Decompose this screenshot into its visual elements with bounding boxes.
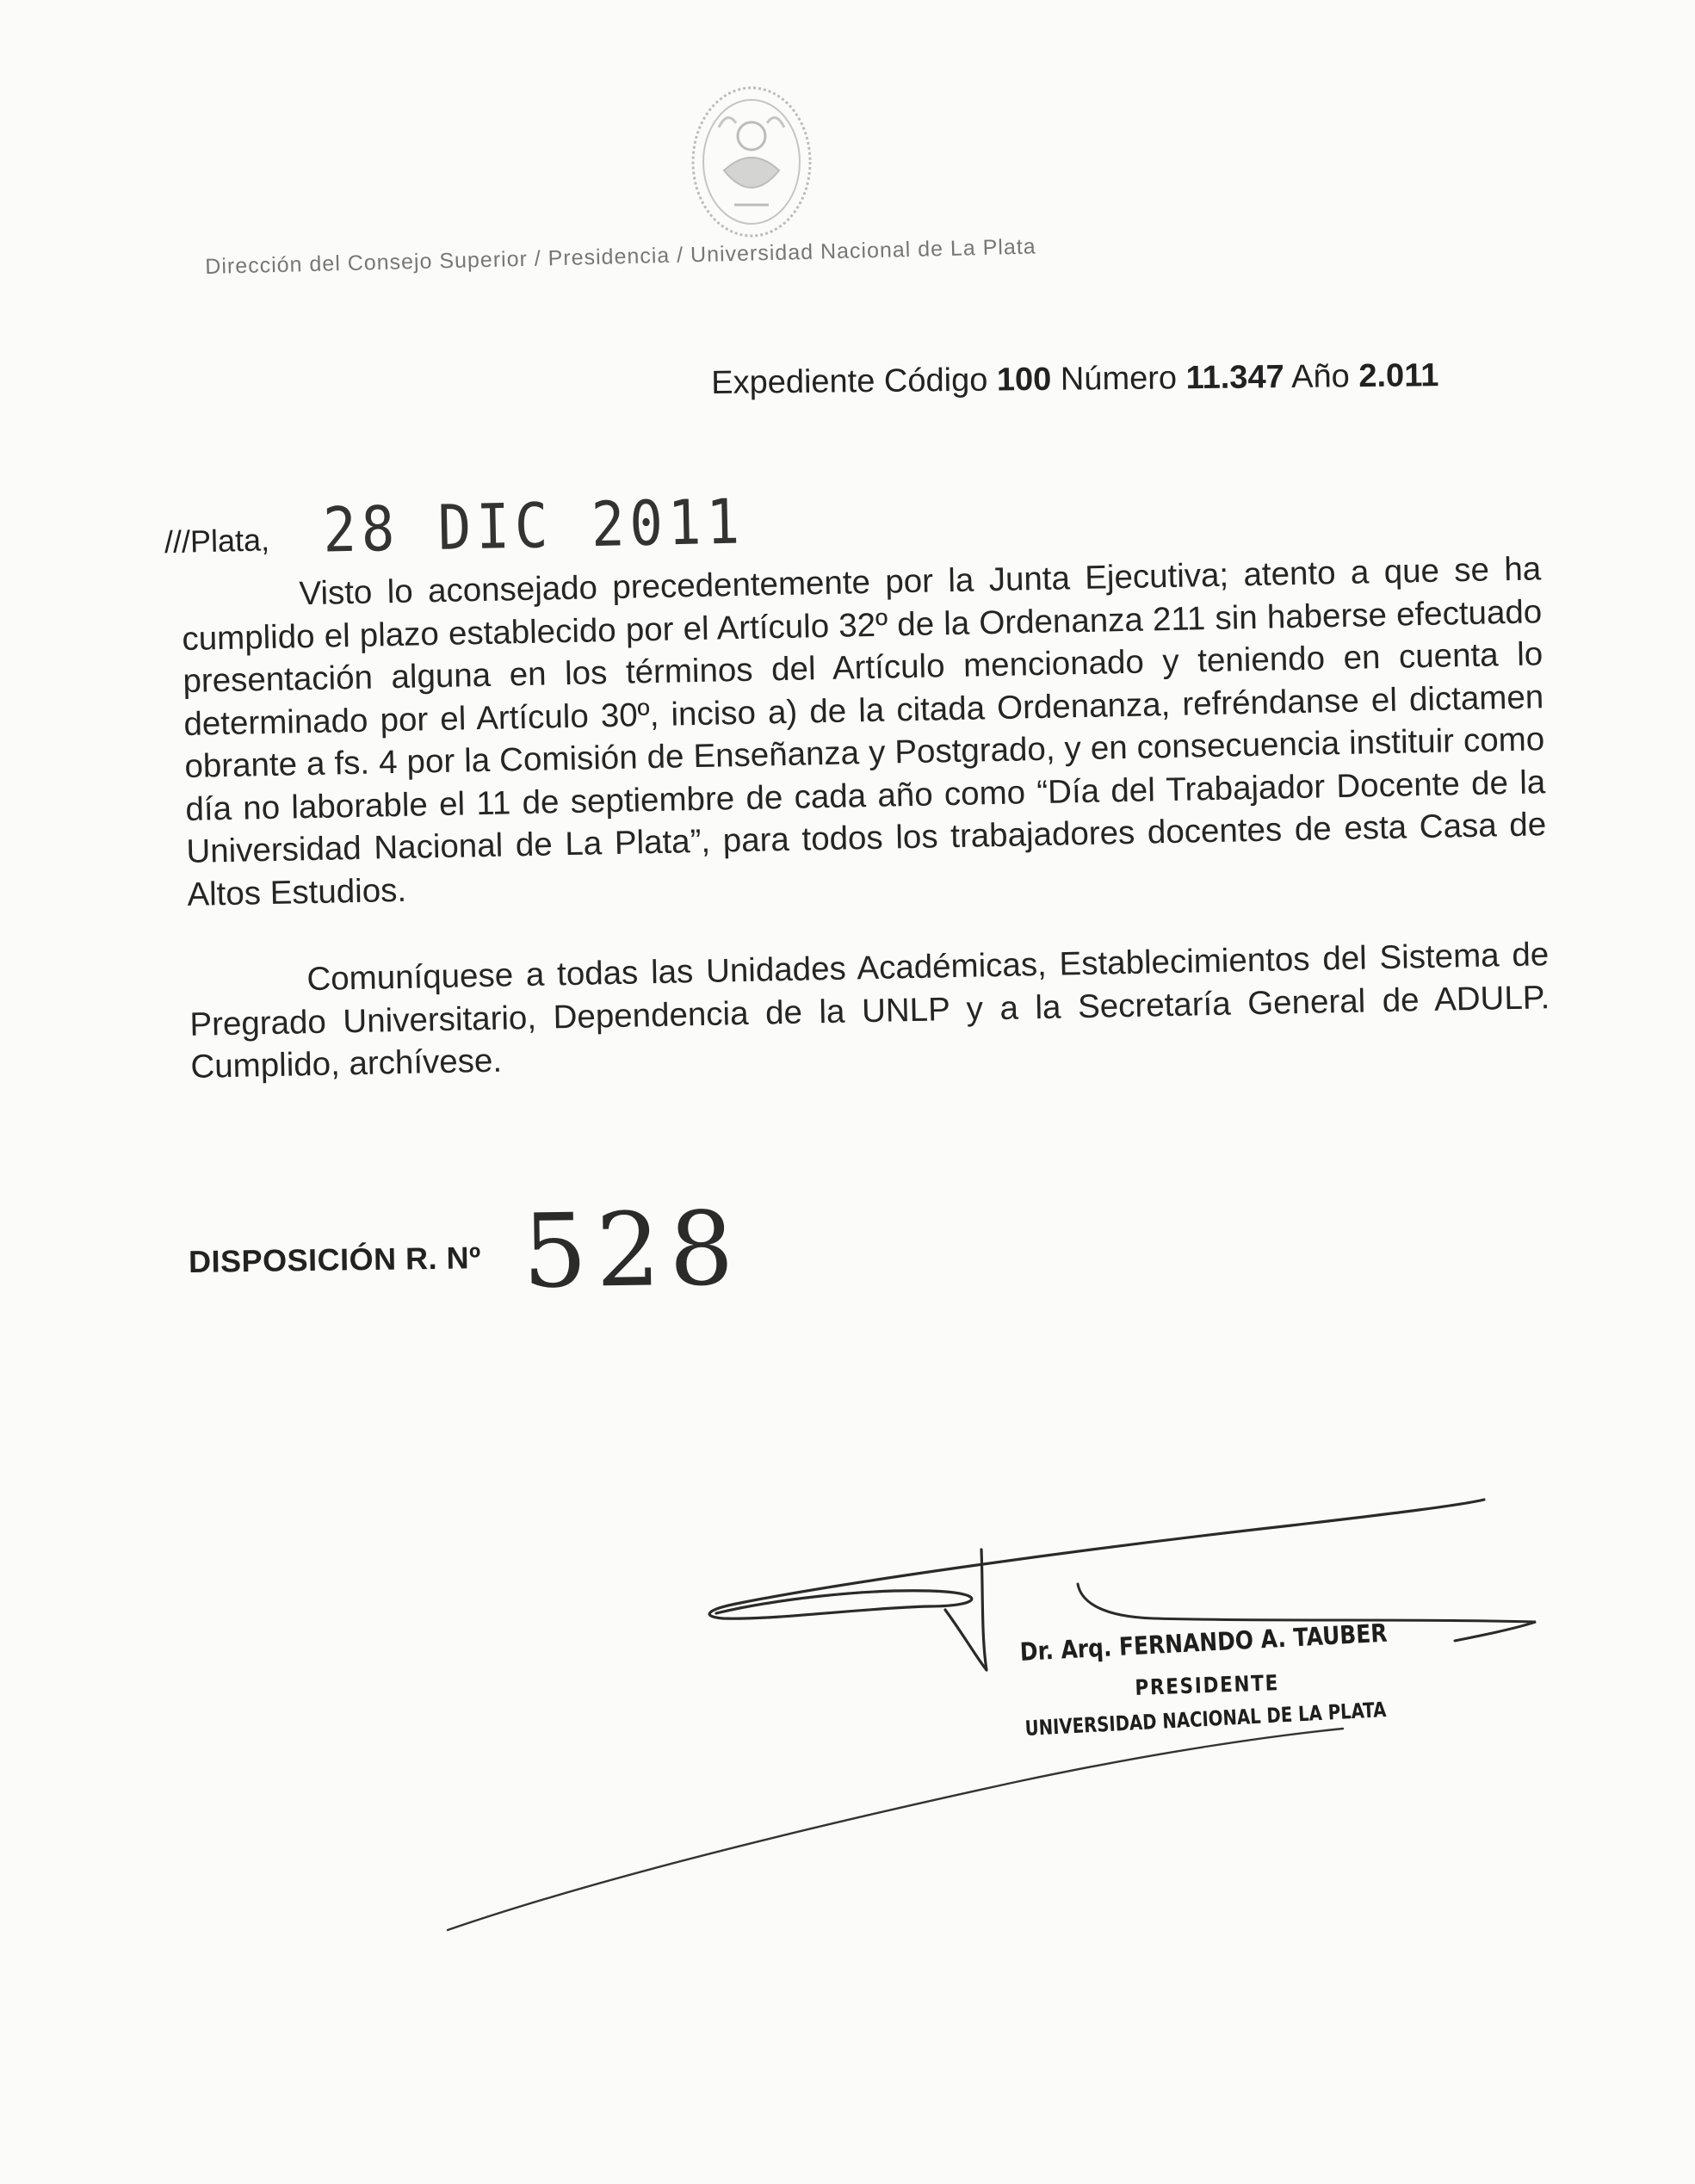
disposicion-label: DISPOSICIÓN R. Nº	[188, 1240, 482, 1279]
disposicion-number: 528	[522, 1189, 744, 1311]
expediente-codigo-label: Expediente Código	[711, 362, 988, 401]
paragraph-resolution: Visto lo aconsejado precedentemente por la Junta Ejecutiva; atento a que se ha cumplido el plazo establecido por el Artículo 32º de la Ordenanza 211 sin haberse efectuado presentación alguna en los términos del Artículo mencionado y teniendo en cuenta lo determinado por el Artículo 30º, inciso a) de la citada Ordenanza, refréndanse el dictamen obrante a fs. 4 por la Comisión de Enseñanza y Postgrado, y en consecuencia instituir como día no laborable el 11 de septiembre de cada año como “Día del Trabajador Docente de la Universidad Nacional de La Plata”, para todos los trabajadores docentes de esta Casa de Altos Estudios.	[182, 550, 1547, 913]
signatory-name: Dr. Arq. FERNANDO A. TAUBER	[1019, 1618, 1389, 1667]
signatory-title: PRESIDENTE	[1135, 1670, 1280, 1700]
letterhead: Dirección del Consejo Superior / Presidencia / Universidad Nacional de La Plata	[205, 234, 1036, 279]
expediente-anio-label: Año	[1290, 358, 1351, 395]
expediente-codigo: 100	[996, 361, 1052, 399]
expediente-anio: 2.011	[1358, 357, 1439, 395]
expediente-numero-label: Número	[1060, 360, 1178, 398]
paragraph-communication: Comuníquese a todas las Unidades Académicas, Establecimientos del Sistema de Pregrado Universitario, Dependencia de la UNLP y a la Secretaría General de ADULP. Cumplido, archívese.	[189, 936, 1550, 1086]
signatory-institution: UNIVERSIDAD NACIONAL DE LA PLATA	[1024, 1698, 1388, 1741]
date-stamp: 28 DIC 2011	[322, 486, 745, 567]
expediente-numero: 11.347	[1185, 359, 1284, 397]
place: ///Plata,	[164, 522, 270, 560]
